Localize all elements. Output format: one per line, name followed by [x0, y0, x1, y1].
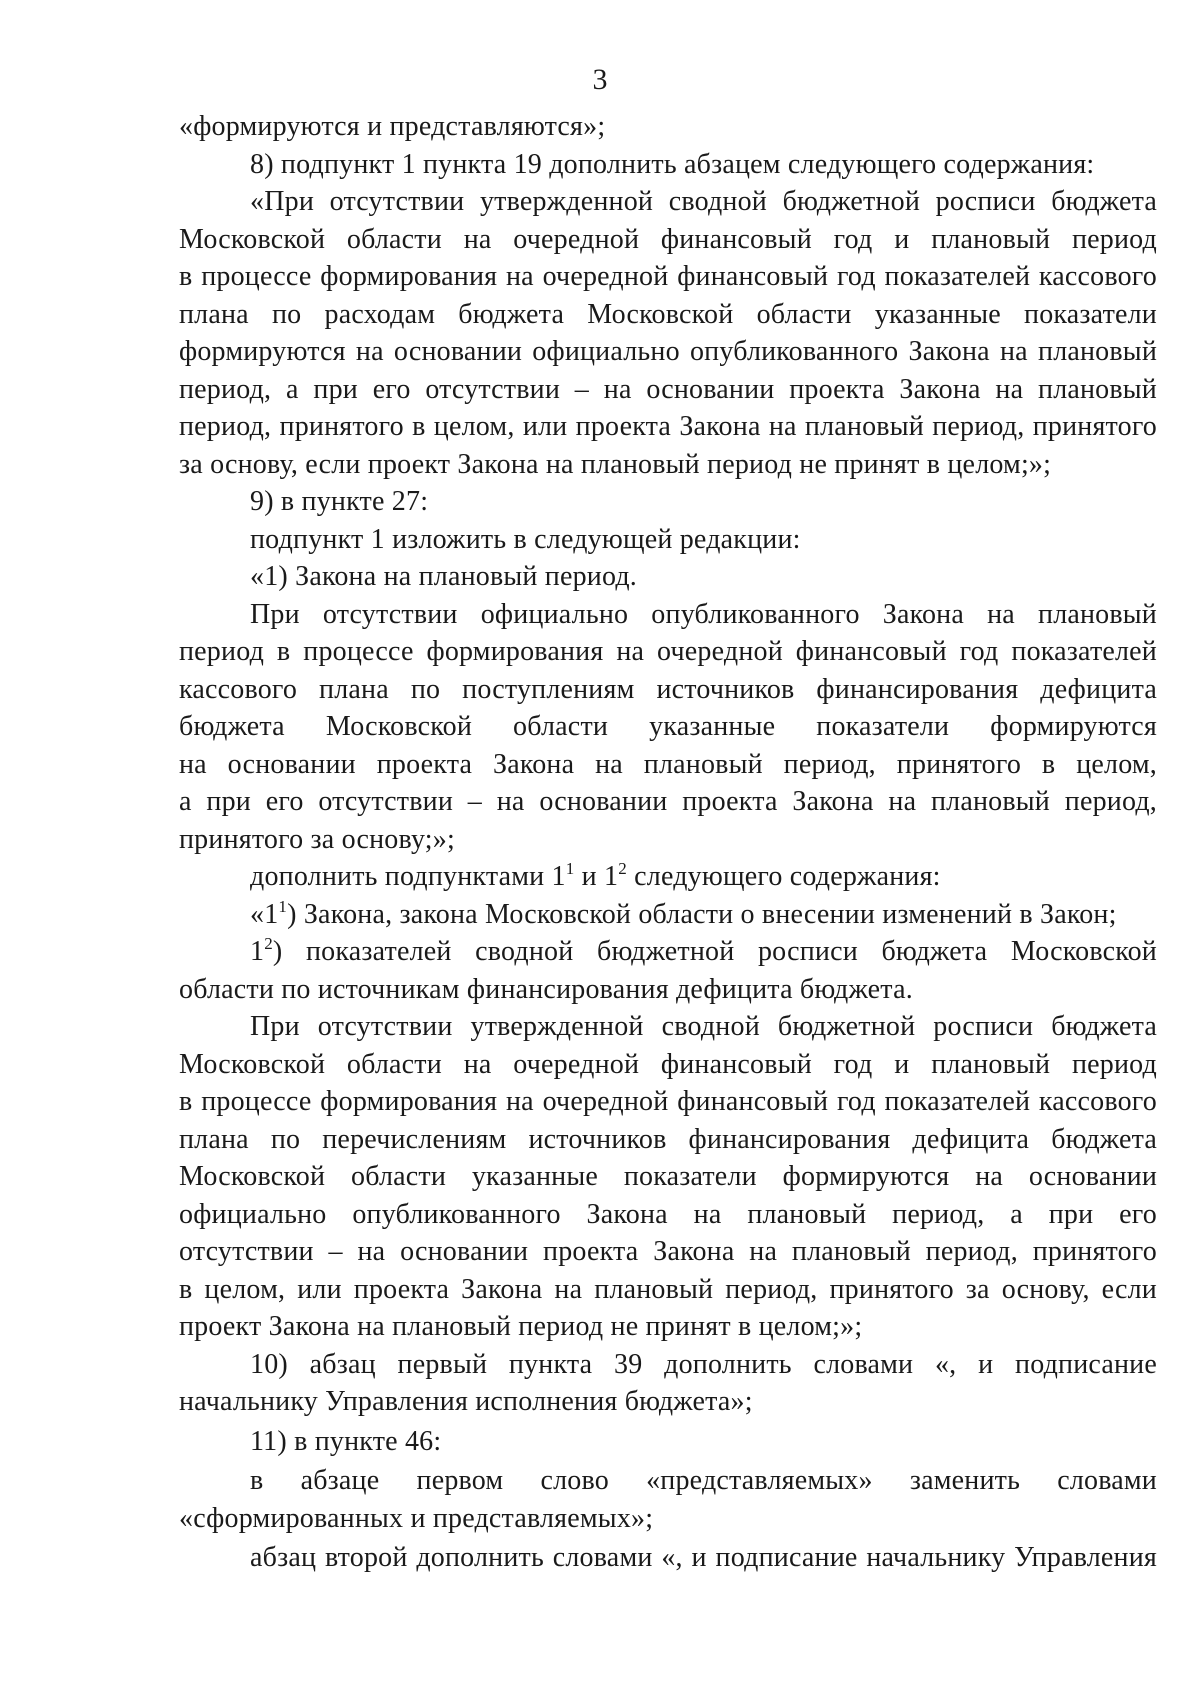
text-line: «При отсутствии утвержденной сводной бюджетной росписи бюджета	[250, 186, 1157, 217]
superscript: 2	[618, 859, 627, 878]
paragraph-subitem-1-2	[179, 933, 1157, 1008]
text-line: период, а при его отсутствии – на основании проекта Закона на плановый	[179, 373, 1157, 405]
text-line: «сформированных и представляемых»;	[179, 1502, 654, 1534]
paragraph-item-8: 8) подпункт 1 пункта 19 дополнить абзацем следующего содержания:	[250, 148, 1095, 180]
text-line: При отсутствии официально опубликованного Закона на плановый	[250, 598, 1157, 630]
text-line: Московской области указанные показатели формируются на основании	[179, 1161, 1157, 1192]
text-line: период, принятого в целом, или проекта Закона на плановый период, принятого	[179, 411, 1157, 442]
text-line: Московской области на очередной финансовый год и плановый период	[179, 223, 1157, 255]
paragraph-item-10	[179, 1346, 1157, 1421]
paragraph-item-11-second	[179, 1539, 1157, 1577]
text-line: в процессе формирования на очередной финансовый год показателей кассового	[179, 1086, 1157, 1117]
text-line: 10) абзац первый пункта 39 дополнить словами «, и подписание	[250, 1348, 1157, 1380]
text-line: плана по перечислениям источников финансирования дефицита бюджета	[179, 1123, 1157, 1155]
text-line: в процессе формирования на очередной финансовый год показателей кассового	[179, 261, 1157, 292]
paragraph-item-8-text	[179, 183, 1157, 483]
text-line: абзац второй дополнить словами «, и подписание начальнику Управления	[250, 1542, 1157, 1573]
text-line: кассового плана по поступлениям источников финансирования дефицита	[179, 673, 1157, 705]
text-line: в абзаце первом слово «представляемых» заменить словами	[250, 1465, 1157, 1496]
paragraph-quote-end: «формируются и представляются»;	[179, 111, 606, 142]
text-line: При отсутствии утвержденной сводной бюджетной росписи бюджета	[250, 1011, 1157, 1042]
text-line: формируются на основании официально опубликованного Закона на плановый	[179, 336, 1157, 367]
text-line: Московской области на очередной финансовый год и плановый период	[179, 1048, 1157, 1080]
paragraph-item-11: 11) в пункте 46:	[250, 1425, 442, 1457]
text-run: ) Закона, закона Московской области о внесении изменений в Закон;	[287, 898, 1117, 930]
paragraph-absence-register	[179, 1008, 1157, 1346]
text-line: начальнику Управления исполнения бюджета»;	[179, 1386, 753, 1417]
superscript: 1	[278, 896, 288, 916]
text-line: бюджета Московской области указанные показатели формируются	[179, 711, 1157, 742]
text-run: 1	[250, 936, 265, 967]
text-run: дополнить подпунктами 1	[250, 861, 566, 892]
superscript: 1	[565, 859, 575, 878]
text-run: «1	[250, 898, 279, 930]
text-line: официально опубликованного Закона на плановый период, а при его	[179, 1198, 1157, 1230]
text-line: период в процессе формирования на очередной финансовый год показателей	[179, 636, 1157, 667]
text-line: на основании проекта Закона на плановый период, принятого в целом,	[179, 748, 1157, 780]
document-body	[179, 108, 1157, 1577]
page-number: 3	[592, 63, 608, 96]
text-line	[179, 933, 1157, 971]
paragraph-item-11-first	[179, 1462, 1157, 1537]
paragraph-absence-law	[179, 596, 1157, 859]
text-run: и 1	[574, 861, 619, 892]
text-line: за основу, если проект Закона на плановый период не принят в целом;»;	[179, 448, 1052, 480]
text-line: отсутствии – на основании проекта Закона на плановый период, принятого	[179, 1236, 1157, 1267]
paragraph-subitem-1-edit: подпункт 1 изложить в следующей редакции:	[250, 523, 801, 555]
text-line: плана по расходам бюджета Московской области указанные показатели	[179, 298, 1157, 330]
paragraph-add-subitems	[179, 858, 1157, 896]
text-line: проект Закона на плановый период не принят в целом;»;	[179, 1311, 863, 1342]
text-line: области по источникам финансирования дефицита бюджета.	[179, 973, 913, 1005]
text-line: принятого за основу;»;	[179, 823, 455, 855]
text-run: ) показателей сводной бюджетной росписи бюджета Московской	[272, 936, 1157, 967]
paragraph-subitem-1-text: «1) Закона на плановый период.	[250, 561, 638, 592]
superscript: 2	[264, 934, 273, 953]
text-line: в целом, или проекта Закона на плановый период, принятого за основу, если	[179, 1273, 1157, 1305]
text-line: а при его отсутствии – на основании проекта Закона на плановый период,	[179, 786, 1157, 817]
paragraph-subitem-1-1	[179, 896, 1157, 934]
text-run: следующего содержания:	[626, 861, 941, 892]
paragraph-item-9: 9) в пункте 27:	[250, 486, 429, 517]
